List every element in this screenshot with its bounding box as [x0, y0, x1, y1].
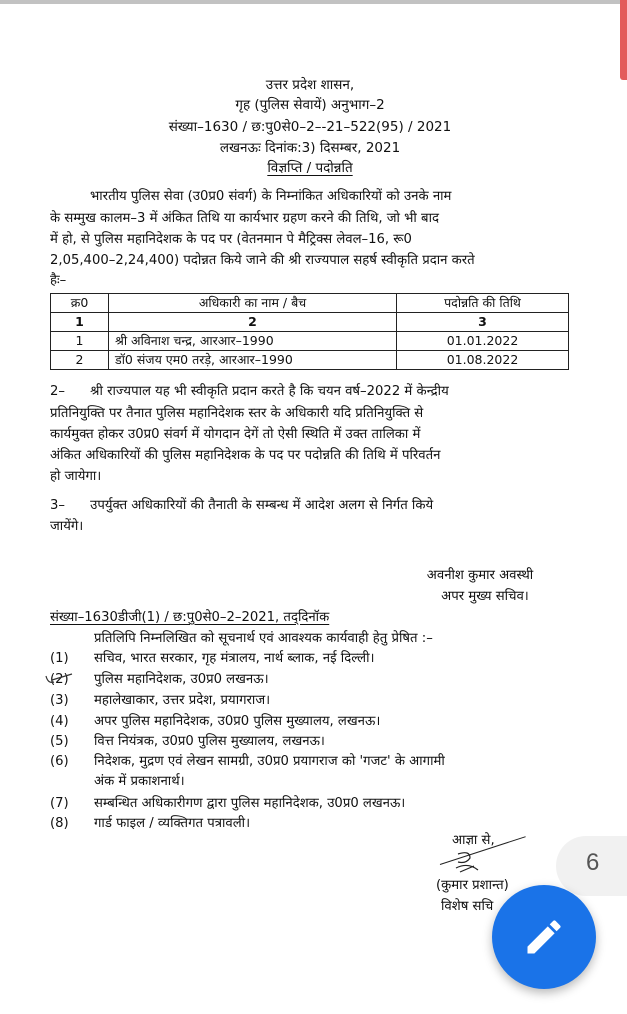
copy-item-number: (4)	[50, 714, 69, 729]
para2-line: कार्यमुक्त होकर उ0प्र0 संवर्ग में योगदान देगें तो ऐसी स्थिति में उक्त तालिका में	[50, 427, 421, 442]
copy-item-number: (6)	[50, 754, 69, 769]
table-row	[51, 351, 569, 370]
copy-item-text: पुलिस महानिदेशक, उ0प्र0 लखनऊ।	[94, 672, 269, 687]
copy-item-text: निदेशक, मुद्रण एवं लेखन सामग्री, उ0प्र0 प्रयागराज को 'गजट' के आगामी	[94, 754, 445, 769]
copy-item-text: अपर पुलिस महानिदेशक, उ0प्र0 पुलिस मुख्यालय, लखनऊ।	[94, 714, 381, 729]
header-line-1: उत्तर प्रदेश शासन,	[265, 77, 355, 93]
col-number: 3	[397, 313, 569, 332]
row-sno: 2	[51, 351, 109, 370]
copy-item-text: सम्बन्धित अधिकारीगण द्वारा पुलिस महानिदेशक, उ0प्र0 लखनऊ।	[94, 796, 406, 811]
header-reference: संख्या–1630 / छ:पु0से0–2–-21–522(95) / 2021	[168, 119, 452, 135]
order-officer-designation: विशेष सचि	[441, 899, 494, 914]
table-numbering-row	[51, 313, 569, 332]
col-number: 1	[51, 313, 109, 332]
handwritten-tick-mark	[44, 670, 74, 686]
signatory-name: अवनीश कुमार अवस्थी	[426, 568, 534, 583]
promotion-table	[50, 293, 569, 370]
header-date: पदोन्नति की तिथि	[397, 294, 569, 313]
copy-item-number: (2)	[50, 672, 69, 687]
para2-line: 2– श्री राज्यपाल यह भी स्वीकृति प्रदान करते है कि चयन वर्ष–2022 में केन्द्रीय	[50, 384, 449, 399]
copy-item-text: सचिव, भारत सरकार, गृह मंत्रालय, नार्थ ब्लाक, नई दिल्ली।	[94, 651, 375, 666]
para1-line: 2,05,400–2,24,400) पदोन्नत किये जाने की श्री राज्यपाल सहर्ष स्वीकृति प्रदान करते	[50, 253, 475, 268]
para1-line: भारतीय पुलिस सेवा (उ0प्र0 संवर्ग) के निम्नांकित अधिकारियों को उनके नाम	[90, 189, 452, 204]
copy-item-text: गार्ड फाइल / व्यक्तिगत पत्रावली।	[94, 816, 251, 831]
para3-line: 3– उपर्युक्त अधिकारियों की तैनाती के सम्बन्ध में आदेश अलग से निर्गत किये	[50, 498, 434, 513]
para2-line: अंकित अधिकारियों की पुलिस महानिदेशक के पद पर पदोन्नति की तिथि में परिवर्तन	[50, 448, 441, 463]
para3-line: जायेंगे।	[50, 519, 84, 534]
subject-title: विज्ञप्ति / पदोन्नति	[267, 160, 353, 176]
signatory-designation: अपर मुख्य सचिव।	[441, 589, 529, 604]
copy-item-text: वित्त नियंत्रक, उ0प्र0 पुलिस मुख्यालय, लखनऊ।	[94, 734, 325, 749]
para1-line: में हो, से पुलिस महानिदेशक के पद पर (वेतनमान पे मैट्रिक्स लेवल–16, रू0	[50, 232, 412, 247]
table-header-row	[51, 294, 569, 313]
copy-item-text: महालेखाकार, उत्तर प्रदेश, प्रयागराज।	[94, 693, 271, 708]
table-row	[51, 332, 569, 351]
header-line-2: गृह (पुलिस सेवायें) अनुभाग–2	[235, 97, 385, 113]
by-order-text: आज्ञा से,	[452, 833, 495, 848]
row-promotion-date: 01.08.2022	[397, 351, 569, 370]
page-number: 6	[586, 849, 600, 876]
para1-line: के सम्मुख कालम–3 में अंकित तिथि या कार्यभार ग्रहण करने की तिथि, जो भी बाद	[50, 211, 439, 226]
pencil-icon	[522, 915, 566, 959]
copy-item-number: (7)	[50, 796, 69, 811]
copy-reference: संख्या–1630डीजी(1) / छ:पु0से0–2–2021, तद्‌दिनॉक	[50, 610, 330, 625]
header-name: अधिकारी का नाम / बैच	[109, 294, 397, 313]
header-date: लखनऊः दिनांक:3) दिसम्बर, 2021	[219, 140, 401, 156]
para2-line: हो जायेगा।	[50, 469, 102, 484]
row-officer-name: डॉ0 संजय एम0 तरड़े, आरआर–1990	[109, 351, 397, 370]
copy-item-number: (8)	[50, 816, 69, 831]
copy-item-text-continued: अंक में प्रकाशनार्थ।	[94, 774, 185, 789]
page-number-indicator	[556, 836, 627, 896]
para2-line: प्रतिनियुक्ति पर तैनात पुलिस महानिदेशक स्तर के अधिकारी यदि प्रतिनियुक्ति से	[50, 406, 424, 421]
edit-fab-button[interactable]	[492, 885, 596, 989]
order-officer-name: (कुमार प्रशान्त)	[436, 878, 509, 893]
copy-item-number: (5)	[50, 734, 69, 749]
row-officer-name: श्री अविनाश चन्द्र, आरआर–1990	[109, 332, 397, 351]
copy-item-number: (3)	[50, 693, 69, 708]
para1-line: हैः–	[50, 273, 67, 288]
copy-item-number: (1)	[50, 651, 69, 666]
row-promotion-date: 01.01.2022	[397, 332, 569, 351]
row-sno: 1	[51, 332, 109, 351]
copy-intro: प्रतिलिपि निम्नलिखित को सूचनार्थ एवं आवश्यक कार्यवाही हेतु प्रेषित :–	[94, 631, 433, 646]
header-sno: क्र0	[51, 294, 109, 313]
col-number: 2	[109, 313, 397, 332]
